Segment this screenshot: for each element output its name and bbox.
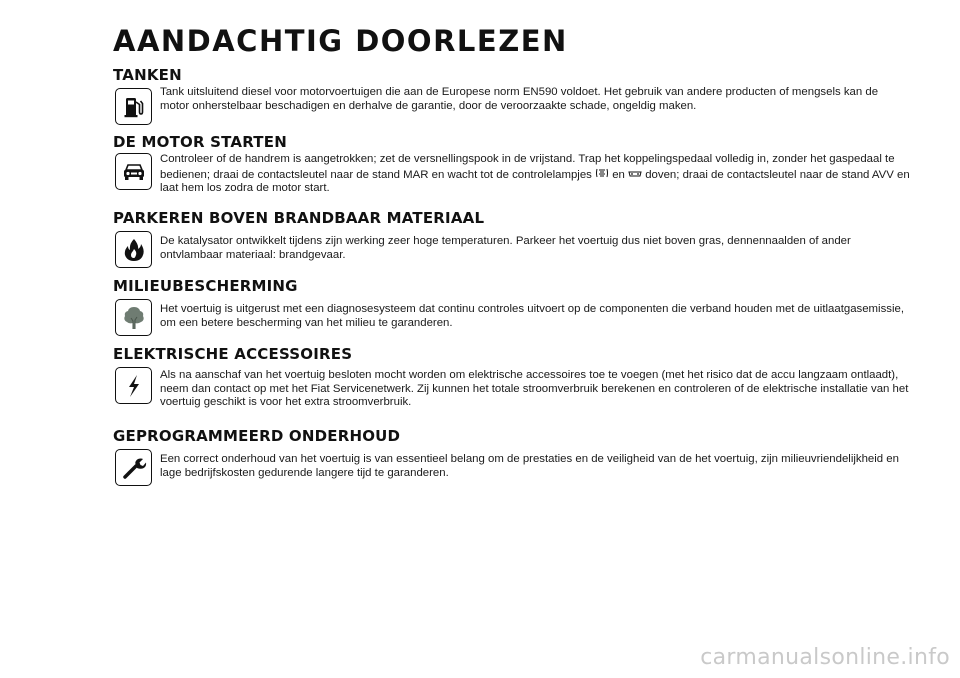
fuel-pump-icon — [115, 88, 152, 125]
section-text: Als na aanschaf van het voertuig besloten mocht worden om elektrische accessoires toe te voegen (met het risico dat de accu langzaam ontlaadt), neem dan contact op met het Fiat Servicenetwerk. Zij kunnen het totale stroomverbruik berekenen en controleren of de elektrische installatie van het voertuig geschikt is voor het extra stroomverbruik. — [160, 369, 909, 409]
section-heading: DE MOTOR STARTEN — [113, 133, 287, 151]
glow-plug-warning-icon — [595, 167, 609, 182]
immobilizer-warning-icon — [628, 169, 642, 182]
section-heading: PARKEREN BOVEN BRANDBAAR MATERIAAL — [113, 209, 485, 227]
car-front-icon — [115, 153, 152, 190]
section-geprogrammeerd-onderhoud — [113, 427, 913, 479]
section-text: Tank uitsluitend diesel voor motorvoertuigen die aan de Europese norm EN590 voldoet. Het gebruik van andere producten of mengsels kan de motor onherstelbaar beschadigen en derhalve de garantie, door de veroorzaakte schade, ongeldig maken. — [160, 86, 879, 112]
section-heading: MILIEUBESCHERMING — [113, 277, 298, 295]
section-motor-starten — [113, 133, 913, 195]
flame-icon — [115, 231, 152, 268]
page-title: AANDACHTIG DOORLEZEN — [113, 24, 568, 58]
lightning-icon — [115, 367, 152, 404]
section-heading: ELEKTRISCHE ACCESSOIRES — [113, 345, 353, 363]
watermark: carmanualsonline.info — [700, 645, 950, 670]
section-heading: TANKEN — [113, 66, 182, 84]
section-text: Het voertuig is uitgerust met een diagnosesysteem dat continu controles uitvoert op de componenten die verband houden met de uitlaatgasemissie, om een betere bescherming van het milieu te garanderen. — [160, 303, 905, 329]
section-text: De katalysator ontwikkelt tijdens zijn werking zeer hoge temperaturen. Parkeer het voertuig dus niet boven gras, dennennaalden of ander ontvlambaar materiaal: brandgevaar. — [160, 235, 851, 261]
section-elektrische-accessoires — [113, 345, 913, 409]
section-text — [160, 153, 910, 196]
tree-icon — [115, 299, 152, 336]
section-text-part: doven; draai de contactsleutel naar de stand AVV en laat hem los zodra de motor start. — [160, 168, 910, 195]
section-text-part: Controleer of de handrem is aangetrokken; zet de versnellingspook in de vrijstand. Trap het koppelingspedaal volledig in, zonder het gaspedaal te bedienen; draai de contactsleutel naar de stand MAR en wacht tot de controlelampjes — [160, 153, 895, 181]
wrench-icon — [115, 449, 152, 486]
section-text: Een correct onderhoud van het voertuig is van essentieel belang om de prestaties en de veiligheid van de het voertuig, zijn milieuvriendelijkheid en lage bedrijfskosten gedurende langere tijd te garanderen. — [160, 453, 899, 479]
section-text-part: en — [612, 168, 625, 181]
section-heading: GEPROGRAMMEERD ONDERHOUD — [113, 427, 401, 445]
section-milieubescherming — [113, 277, 913, 329]
section-tanken — [113, 66, 913, 112]
section-parkeren — [113, 209, 913, 261]
